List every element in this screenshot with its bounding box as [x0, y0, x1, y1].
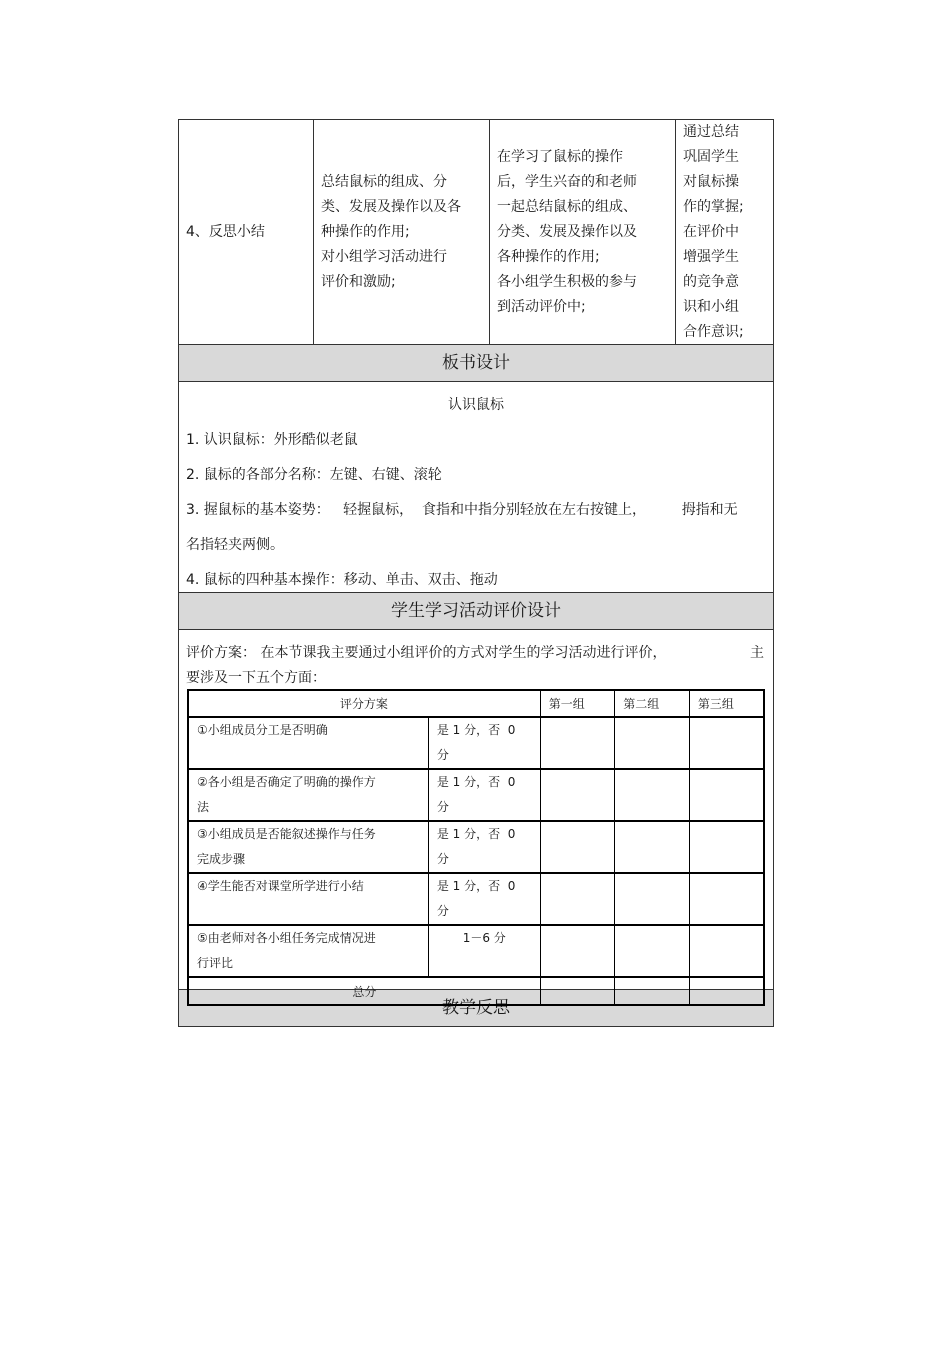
- student-activity-line: 各种操作的作用;: [497, 248, 600, 265]
- score-table-header: [188, 690, 764, 717]
- evaluation-intro-text: 评价方案： 在本节课我主要通过小组评价的方式对学生的学习活动进行评价，: [186, 645, 667, 661]
- student-activity-line: 各小组学生积极的参与: [497, 273, 637, 290]
- student-activity-line: 后，学生兴奋的和老师: [497, 173, 637, 190]
- criterion-cell: [188, 925, 428, 977]
- stage-row-reflection: [178, 119, 774, 345]
- teacher-activity-line: 总结鼠标的组成、分: [321, 173, 447, 190]
- score-rule-cell: [428, 925, 540, 977]
- score-rule-line: 分: [436, 800, 449, 814]
- design-intent-line: 通过总结: [683, 124, 739, 140]
- step-label: 4、反思小结: [186, 223, 265, 240]
- criterion-line: ③小组成员是否能叙述操作与任务: [197, 827, 376, 841]
- score-rule-cell: [428, 821, 540, 873]
- table-row: [188, 925, 764, 977]
- table-row: [188, 717, 764, 769]
- score-rule-line: 是 1 分，否 0: [436, 879, 516, 893]
- criterion-line: 法: [197, 800, 210, 814]
- header-plan: 评分方案: [188, 690, 540, 717]
- criterion-line: 行评比: [197, 956, 234, 970]
- total-label: 总分: [188, 977, 540, 1005]
- evaluation-intro: [186, 642, 764, 662]
- header-group-2: 第二组: [615, 690, 690, 717]
- student-activity-line: 一起总结鼠标的组成、: [497, 198, 637, 215]
- group-1-score-cell[interactable]: [540, 821, 615, 873]
- score-rule-cell: [428, 873, 540, 925]
- evaluation-heading: 学生学习活动评价设计: [178, 593, 774, 630]
- student-activity-line: 分类、发展及操作以及: [497, 223, 637, 240]
- group-1-score-cell[interactable]: [540, 769, 615, 821]
- criterion-line: ④学生能否对课堂所学进行小结: [197, 879, 364, 893]
- criterion-line: 完成步骤: [197, 852, 246, 866]
- group-2-score-cell[interactable]: [615, 873, 690, 925]
- score-rule-cell: [428, 769, 540, 821]
- board-item: 1. 认识鼠标：外形酷似老鼠: [186, 432, 358, 448]
- group-1-score-cell[interactable]: [540, 925, 615, 977]
- teacher-activity-line: 对小组学习活动进行: [321, 248, 447, 265]
- group-1-total-cell[interactable]: [540, 977, 615, 1005]
- score-rule-line: 分: [436, 748, 449, 762]
- board-item: 4. 鼠标的四种基本操作：移动、单击、双击、拖动: [186, 572, 498, 588]
- group-2-score-cell[interactable]: [615, 925, 690, 977]
- design-intent-line: 增强学生: [683, 249, 739, 265]
- board-title: 认识鼠标: [448, 397, 504, 413]
- evaluation-intro-line2: 要涉及一下五个方面：: [186, 670, 326, 686]
- score-rule-line: 是 1 分，否 0: [436, 827, 516, 841]
- group-3-score-cell[interactable]: [689, 769, 764, 821]
- score-rule-line: 分: [436, 852, 449, 866]
- criterion-line: ⑤由老师对各小组任务完成情况进: [197, 931, 376, 945]
- design-intent-line: 识和小组: [683, 299, 739, 315]
- group-2-score-cell[interactable]: [615, 769, 690, 821]
- board-item: 2. 鼠标的各部分名称：左键、右键、滚轮: [186, 467, 442, 483]
- group-3-score-cell[interactable]: [689, 821, 764, 873]
- teacher-activity-line: 种操作的作用;: [321, 223, 410, 240]
- design-intent-line: 作的掌握;: [683, 199, 744, 215]
- group-2-total-cell[interactable]: [615, 977, 690, 1005]
- table-row: [188, 821, 764, 873]
- group-3-score-cell[interactable]: [689, 873, 764, 925]
- design-intent-line: 巩固学生: [683, 149, 739, 165]
- student-activity-line: 到活动评价中;: [497, 298, 586, 315]
- score-rule-cell: [428, 717, 540, 769]
- table-row: [188, 873, 764, 925]
- group-3-score-cell[interactable]: [689, 925, 764, 977]
- student-activity-line: 在学习了鼠标的操作: [497, 148, 623, 165]
- group-2-score-cell[interactable]: [615, 821, 690, 873]
- score-table: [187, 689, 765, 1006]
- evaluation-intro-tail: 主: [750, 645, 764, 661]
- teacher-activity-line: 类、发展及操作以及各: [321, 198, 461, 215]
- design-intent-line: 的竞争意: [683, 274, 739, 290]
- header-group-1: 第一组: [540, 690, 615, 717]
- score-rule-line: 是 1 分，否 0: [436, 775, 516, 789]
- criterion-line: ②各小组是否确定了明确的操作方: [197, 775, 376, 789]
- design-intent-cell: [676, 120, 773, 344]
- board-design-heading: 板书设计: [178, 345, 774, 382]
- criterion-cell: [188, 769, 428, 821]
- board-item: 3. 握鼠标的基本姿势： 轻握鼠标， 食指和中指分别轻放在左右按键上， 拇指和无: [186, 502, 738, 518]
- lesson-plan-page: [178, 119, 774, 1027]
- board-item: 名指轻夹两侧。: [186, 537, 284, 553]
- step-cell: [179, 120, 314, 344]
- total-row: [188, 977, 764, 1005]
- group-1-score-cell[interactable]: [540, 873, 615, 925]
- group-1-score-cell[interactable]: [540, 717, 615, 769]
- teacher-activity-line: 评价和激励;: [321, 273, 396, 290]
- header-group-3: 第三组: [689, 690, 764, 717]
- reflection-heading: 教学反思: [178, 990, 774, 1027]
- criterion-cell: [188, 873, 428, 925]
- criterion-line: ①小组成员分工是否明确: [197, 723, 328, 737]
- score-rule-line: 分: [436, 904, 449, 918]
- criterion-cell: [188, 821, 428, 873]
- board-design-content: [178, 382, 774, 593]
- group-2-score-cell[interactable]: [615, 717, 690, 769]
- table-row: [188, 769, 764, 821]
- criterion-cell: [188, 717, 428, 769]
- design-intent-line: 在评价中: [683, 224, 739, 240]
- student-activity-cell: [490, 120, 676, 344]
- group-3-score-cell[interactable]: [689, 717, 764, 769]
- design-intent-line: 合作意识;: [683, 324, 744, 340]
- design-intent-line: 对鼠标操: [683, 174, 739, 190]
- score-rule-line: 1－6 分: [462, 931, 506, 945]
- teacher-activity-cell: [314, 120, 490, 344]
- group-3-total-cell[interactable]: [689, 977, 764, 1005]
- score-rule-line: 是 1 分，否 0: [436, 723, 516, 737]
- evaluation-content: [178, 630, 774, 999]
